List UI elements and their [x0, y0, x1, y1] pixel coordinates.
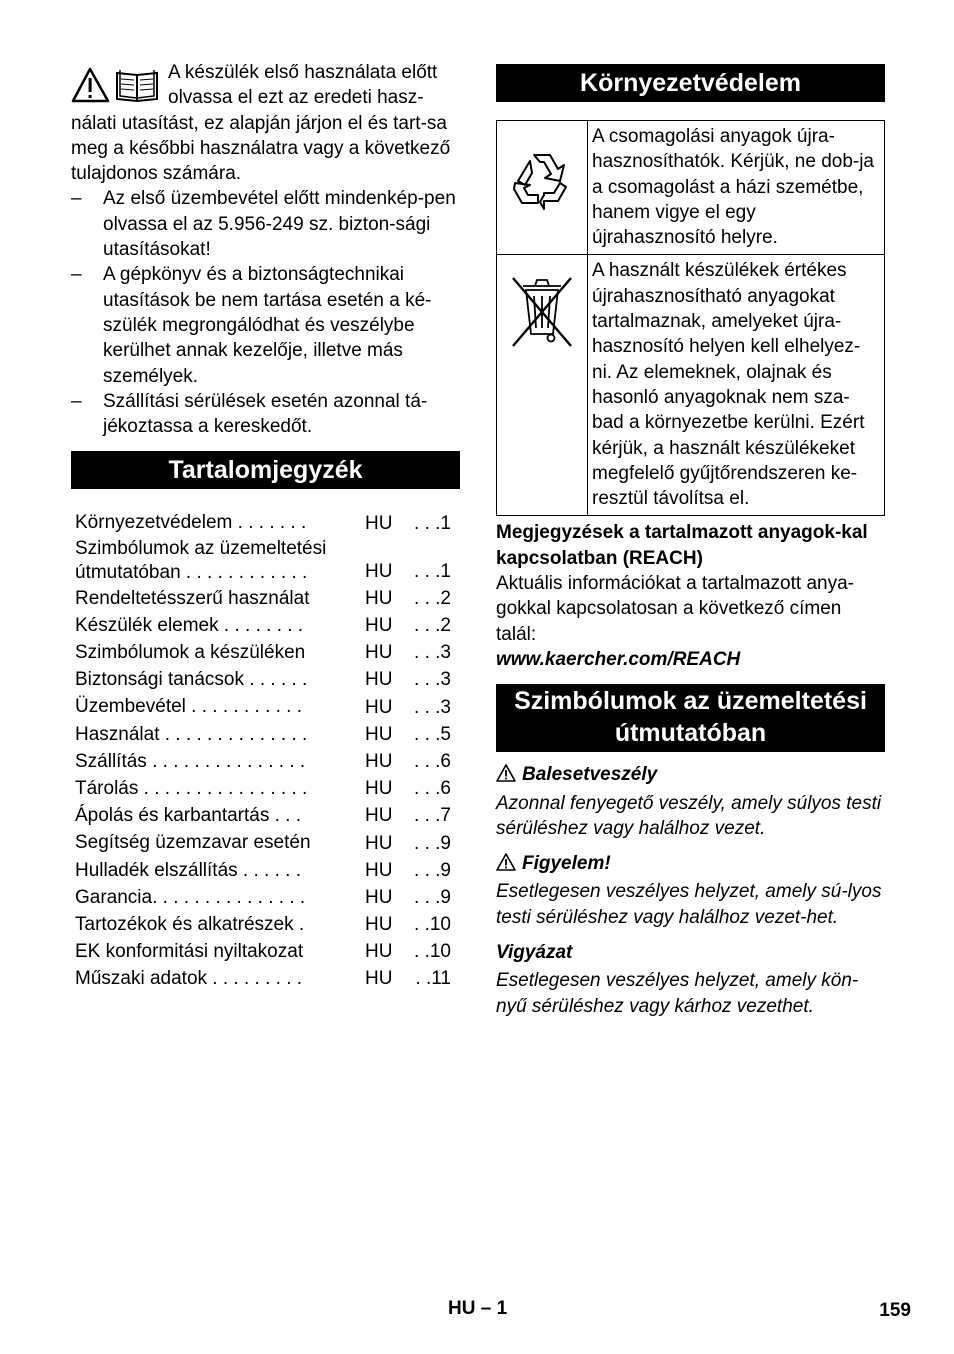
warning-manual-icon — [71, 67, 161, 103]
environment-text: A használt készülékek értékes újrahasznosítható anyagokat tartalmaznak, amelyeket újra-hasznosító helyen kell elhelyez-ni. Az elemeknek, olajnak és hasonló anyagoknak nem sza-bad a környezetbe kerülni. Ezért kérjük, a használt készülékeket megfelelő gyűjtőrendszeren ke-resztül távolítsa el. — [588, 255, 885, 516]
toc-title: Szállítás . . . . . . . . . . . . . . . — [75, 750, 306, 772]
toc-row[interactable] — [71, 585, 460, 612]
table-of-contents — [71, 509, 460, 992]
table-row — [497, 121, 885, 255]
toc-page: . . .3 — [414, 696, 451, 718]
toc-row[interactable] — [71, 938, 460, 965]
symbols-heading: Szimbólumok az üzemeltetési útmutatóban — [496, 684, 885, 752]
toc-page: . .10 — [414, 941, 451, 963]
toc-lang: HU — [365, 696, 393, 718]
toc-row[interactable] — [71, 965, 460, 992]
bullet-text: Szállítási sérülések esetén azonnal tá-jékoztassa a kereskedőt. — [103, 390, 428, 438]
toc-title: Rendeltetésszerű használat — [75, 587, 310, 609]
toc-page: . . .1 — [414, 512, 451, 534]
toc-row[interactable] — [71, 612, 460, 639]
toc-lang: HU — [365, 750, 393, 772]
toc-row[interactable] — [71, 509, 460, 536]
environment-text: A csomagolási anyagok újra-hasznosíthatók. Kérjük, ne dob-ja a csomagolást a házi szemétbe, hanem vigye el egy újrahasznosító helyre. — [588, 121, 885, 255]
toc-row[interactable] — [71, 693, 460, 720]
reach-link[interactable]: www.kaercher.com/REACH — [496, 648, 741, 670]
list-item — [71, 262, 460, 388]
toc-lang: HU — [365, 941, 393, 963]
toc-title: EK konformitási nyiltakozat — [75, 941, 304, 963]
toc-lang: HU — [365, 805, 393, 827]
toc-title: Műszaki adatok . . . . . . . . . — [75, 968, 303, 990]
symbol-label-danger — [496, 762, 885, 787]
toc-page: . . .6 — [414, 750, 451, 772]
environment-table — [496, 120, 885, 516]
bullet-dash: – — [71, 188, 82, 210]
list-item — [71, 389, 460, 440]
toc-lang: HU — [365, 968, 393, 990]
bullet-text: Az első üzembevétel előtt mindenkép-pen olvassa el az 5.956-249 sz. bizton-sági utasításokat! — [103, 188, 456, 261]
toc-title: Készülék elemek . . . . . . . . — [75, 614, 304, 636]
left-column — [71, 60, 460, 992]
toc-page: . . .9 — [414, 886, 451, 908]
toc-heading: Tartalomjegyzék — [71, 451, 460, 489]
toc-row[interactable] — [71, 537, 460, 585]
toc-title: Üzembevétel . . . . . . . . . . . — [75, 696, 303, 718]
toc-lang: HU — [365, 778, 393, 800]
toc-title: Garancia. . . . . . . . . . . . . . . — [75, 886, 306, 908]
toc-lang: HU — [365, 886, 393, 908]
toc-title: Ápolás és karbantartás . . . — [75, 805, 302, 827]
toc-page: . . .3 — [414, 669, 451, 691]
toc-lang: HU — [365, 642, 393, 664]
toc-lang: HU — [365, 669, 393, 691]
safety-bullet-list — [71, 186, 460, 439]
toc-page: . . .5 — [414, 723, 451, 745]
toc-lang: HU — [365, 512, 393, 534]
toc-page: . . .9 — [414, 832, 451, 854]
toc-row[interactable] — [71, 721, 460, 748]
symbol-label-warning — [496, 851, 885, 876]
intro-rest: nálati utasítást, ez alapján járjon el és tart-sa meg a későbbi használatra vagy a következő tulajdonos számára. — [71, 112, 451, 185]
intro-notice — [71, 60, 460, 186]
right-column — [496, 64, 885, 1019]
symbol-label-text: Balesetveszély — [522, 764, 658, 786]
toc-row[interactable] — [71, 802, 460, 829]
toc-page: . .10 — [414, 914, 451, 936]
toc-title: Biztonsági tanácsok . . . . . . — [75, 669, 308, 691]
toc-title: Tartozékok és alkatrészek . — [75, 913, 305, 935]
toc-page: . . .7 — [414, 805, 451, 827]
recycle-icon — [504, 147, 580, 223]
symbol-label-caution — [496, 940, 885, 965]
reach-heading: Megjegyzések a tartalmazott anyagok-kal kapcsolatban (REACH) — [496, 522, 868, 569]
toc-title: Hulladék elszállítás . . . . . . — [75, 859, 301, 881]
symbol-label-text: Vigyázat — [496, 942, 573, 964]
symbol-description: Esetlegesen veszélyes helyzet, amely sú-lyos testi sérüléshez vagy halálhoz vezet-het. — [496, 881, 882, 928]
bullet-dash: – — [71, 264, 82, 286]
toc-lang: HU — [365, 723, 393, 745]
crossed-bin-icon — [507, 272, 577, 354]
bullet-text: A gépkönyv és a biztonságtechnikai utasítások be nem tartása esetén a ké-szülék megrongálódhat és veszélybe kerülhet annak kezelője, illetve más személyek. — [103, 264, 432, 387]
toc-title: Tárolás . . . . . . . . . . . . . . . . — [75, 777, 308, 799]
environment-heading: Környezetvédelem — [496, 64, 885, 102]
symbol-label-text: Figyelem! — [522, 853, 611, 875]
toc-title: Használat . . . . . . . . . . . . . . — [75, 723, 308, 745]
toc-page: . . .2 — [414, 615, 451, 637]
toc-lang: HU — [365, 615, 393, 637]
toc-page: . .11 — [415, 968, 451, 990]
toc-row[interactable] — [71, 748, 460, 775]
footer-section-label: HU – 1 — [448, 1298, 508, 1319]
warning-triangle-icon — [496, 853, 516, 871]
list-item — [71, 186, 460, 262]
table-row — [497, 255, 885, 516]
reach-text: Aktuális információkat a tartalmazott anya-gokkal kapcsolatosan a következő címen talál: — [496, 573, 854, 645]
intro-line-1: A készülék első használata előtt — [168, 62, 438, 83]
bullet-dash: – — [71, 390, 82, 412]
symbol-description: Azonnal fenyegető veszély, amely súlyos testi sérüléshez vagy halálhoz vezet. — [496, 792, 882, 839]
recycle-cell — [497, 121, 588, 255]
toc-page: . . .1 — [414, 560, 451, 582]
toc-lang: HU — [365, 914, 393, 936]
page-number: 159 — [879, 1300, 911, 1321]
toc-lang: HU — [365, 587, 393, 609]
toc-title: Szimbólumok az üzemeltetési útmutatóban . . . . . . . . . . . . — [75, 537, 327, 583]
toc-page: . . .6 — [414, 778, 451, 800]
toc-page: . . .2 — [414, 587, 451, 609]
toc-lang: HU — [365, 859, 393, 881]
toc-title: Környezetvédelem . . . . . . . — [75, 512, 307, 534]
toc-row[interactable] — [71, 775, 460, 802]
bin-cell — [497, 255, 588, 516]
toc-page: . . .9 — [414, 859, 451, 881]
warning-triangle-icon — [496, 764, 516, 782]
toc-title: Szimbólumok a készüléken — [75, 642, 306, 664]
toc-row[interactable] — [71, 639, 460, 666]
toc-lang: HU — [365, 560, 393, 582]
toc-row[interactable] — [71, 884, 460, 911]
toc-row[interactable] — [71, 857, 460, 884]
toc-title: Segítség üzemzavar esetén — [75, 832, 311, 854]
toc-lang: HU — [365, 832, 393, 854]
toc-page: . . .3 — [414, 642, 451, 664]
toc-row[interactable] — [71, 911, 460, 938]
symbol-description: Esetlegesen veszélyes helyzet, amely kön-nyű sérüléshez vagy kárhoz vezethet. — [496, 970, 859, 1017]
toc-row[interactable] — [71, 829, 460, 856]
intro-line-2: olvassa el ezt az eredeti hasz- — [168, 87, 424, 109]
toc-row[interactable] — [71, 666, 460, 693]
